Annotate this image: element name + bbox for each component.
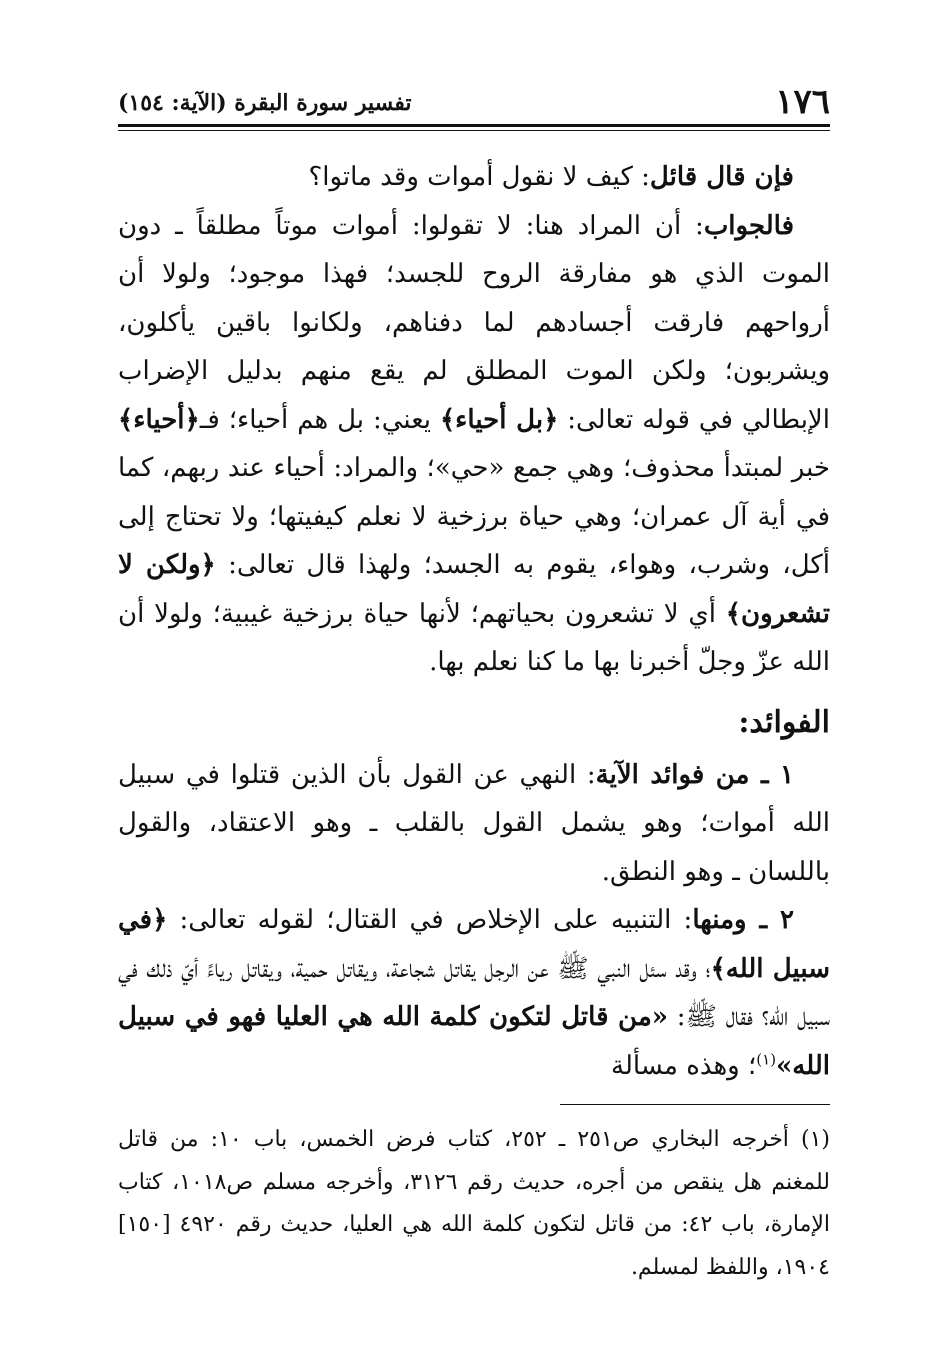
benefit-2-lead: ٢ ـ ومنها [692, 905, 794, 935]
benefit-1-lead: ١ ـ من فوائد الآية [595, 759, 794, 790]
footnotes [118, 1119, 830, 1289]
quran-quote: ﴿ولكن لا تشعرون﴾ [118, 550, 830, 629]
quran-quote: ﴿بل أحياء﴾ [439, 404, 559, 435]
page-number: ١٧٦ [775, 82, 830, 122]
footnote-separator [560, 1104, 830, 1105]
answer-text-1: : أن المراد هنا: لا تقولوا: أموات موتاً مطلقاً ـ دون الموت الذي هو مفارقة الروح للجسد؛ فهذا موجود؛ ولولا أن أرواحهم فارقت أجسادهم لما دفناهم، ولكانوا باقين يأكلون، ويشربون؛ ولكن الموت المطلق لم يقع منهم بدليل الإضراب الإبطالي في قوله تعالى: [118, 210, 830, 435]
question-lead: فإن قال قائل [649, 162, 794, 192]
benefit-item-1 [118, 751, 830, 897]
answer-lead: فالجواب [703, 210, 794, 241]
answer-text-4: أي لا تشعرون بحياتهم؛ لأنها حياة برزخية غيبية؛ ولولا أن الله عزّ وجلّ أخبرنا بها ما كنا نعلم بها. [118, 598, 830, 677]
page-header [118, 80, 830, 124]
footnote-number: (١) [800, 1127, 830, 1152]
benefit-2-text-2: ؛ وقد سئل النبي ﷺ عن الرجل يقاتل شجاعة، ويقاتل حمية، ويقاتل رياءً أيّ ذلك في سبيل الله؟ فقال ﷺ: [118, 953, 830, 1032]
paragraph-answer [118, 202, 830, 687]
answer-text-2: يعني: بل هم أحياء؛ فـ [199, 404, 440, 435]
benefit-2-text-1: : التنبيه على الإخلاص في القتال؛ لقوله تعالى: [167, 905, 693, 935]
answer-text-3: خبر لمبتدأ محذوف؛ وهي جمع «حي»؛ والمراد: أحياء عند ربهم، كما في أية آل عمران؛ وهي حياة برزخية لا نعلم كيفيتها؛ ولا تحتاج إلى أكل، وشرب، وهواء، يقوم به الجسد؛ ولهذا قال تعالى: [118, 453, 830, 580]
quran-quote: ﴿في سبيل الله﴾ [118, 905, 830, 984]
running-title: تفسير سورة البقرة (الآية: ١٥٤) [118, 90, 412, 116]
footnote-ref[interactable]: (١) [756, 1049, 777, 1068]
footnote-text: أخرجه البخاري ص٢٥١ ـ ٢٥٢، كتاب فرض الخمس، باب ١٠: من قاتل للمغنم هل ينقص من أجره، حديث رقم ٣١٢٦، وأخرجه مسلم ص١٠١٨، كتاب الإمارة، باب ٤٢: من قاتل لتكون كلمة الله هي العليا، حديث رقم ٤٩٢٠ [١٥٠] ١٩٠٤، واللفظ لمسلم. [118, 1127, 831, 1280]
hadith-quote: «من قاتل لتكون كلمة الله هي العليا فهو في سبيل الله» [118, 1002, 830, 1081]
header-rule-thick [118, 124, 830, 127]
header-rule-thin [118, 130, 830, 131]
benefit-1-text: : النهي عن القول بأن الذين قتلوا في سبيل الله أموات؛ وهو يشمل القول بالقلب ـ وهو الاعتقاد، والقول باللسان ـ وهو النطق. [118, 759, 830, 887]
question-text: : كيف لا نقول أموات وقد ماتوا؟ [308, 162, 650, 192]
quran-quote: ﴿أحياء﴾ [118, 404, 200, 435]
footnote-1 [118, 1119, 830, 1289]
section-title: الفوائد: [738, 704, 830, 740]
paragraph-question [118, 153, 830, 202]
benefit-item-2 [118, 896, 830, 1090]
benefit-2-text-3: ؛ وهذه مسألة [611, 1050, 757, 1081]
book-page [118, 80, 830, 1289]
main-text [118, 153, 830, 1090]
